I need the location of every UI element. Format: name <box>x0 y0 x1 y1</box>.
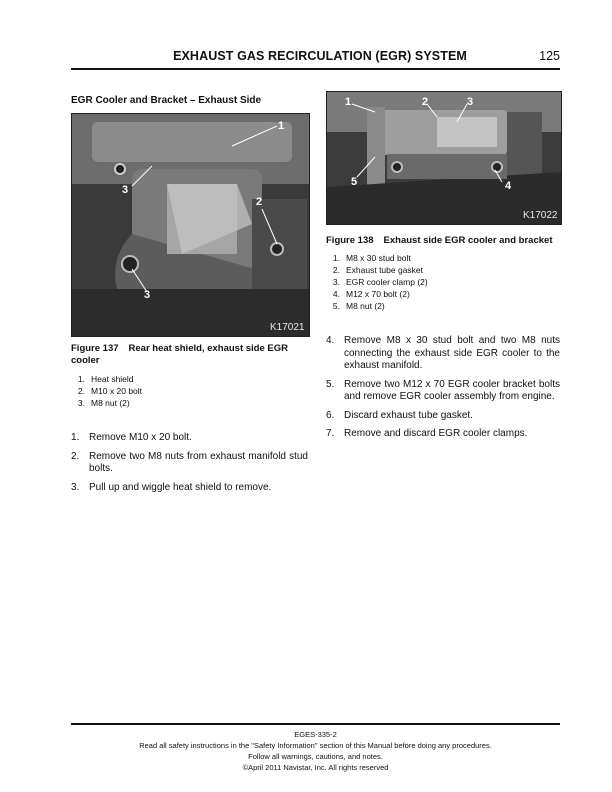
callout-3b: 3 <box>144 289 151 301</box>
callout-3: 3 <box>122 184 129 196</box>
list-item: 2. M10 x 20 bolt <box>77 386 143 396</box>
egr-cooler-bracket-illustration <box>327 92 561 224</box>
figure-image-id: K17022 <box>523 210 558 221</box>
figure-image-id: K17021 <box>270 322 305 333</box>
callout-1: 1 <box>278 120 285 132</box>
procedure-step: 2. Remove two M8 nuts from exhaust manifold stud bolts. <box>71 450 308 474</box>
engine-heat-shield-illustration <box>72 114 309 336</box>
page-footer <box>71 729 560 773</box>
procedure-steps-left <box>71 432 308 500</box>
procedure-step: 5. Remove two M12 x 70 EGR cooler bracket bolts and remove EGR cooler assembly from engine. <box>326 378 560 402</box>
procedure-steps-right <box>326 335 560 447</box>
footer-doc-id: EGES-335-2 <box>294 730 337 739</box>
figure-138-caption <box>326 235 560 247</box>
list-item: 2. Exhaust tube gasket <box>332 265 424 275</box>
callout-2: 2 <box>256 196 263 208</box>
list-item: 3. EGR cooler clamp (2) <box>332 277 428 287</box>
callout-1: 1 <box>345 96 352 108</box>
list-item: 1. M8 x 30 stud bolt <box>332 253 411 263</box>
callout-2: 2 <box>422 96 429 108</box>
figure-138-photo <box>326 91 562 225</box>
footer-warnings-line: Follow all warnings, cautions, and notes. <box>248 752 383 761</box>
procedure-step: 3. Pull up and wiggle heat shield to remove. <box>71 481 272 493</box>
figure-137-caption <box>71 343 308 367</box>
footer-safety-line: Read all safety instructions in the "Safety Information" section of this Manual before doing any procedures. <box>139 741 492 750</box>
figure-137-photo <box>71 113 310 337</box>
section-heading: EGR Cooler and Bracket – Exhaust Side <box>71 95 262 106</box>
list-item: 5. M8 nut (2) <box>332 301 385 311</box>
footer-copyright: ©April 2011 Navistar, Inc. All rights reserved <box>242 763 389 772</box>
figure-138-caption-text: Exhaust side EGR cooler and bracket <box>383 235 553 246</box>
callout-4: 4 <box>505 180 512 192</box>
procedure-step: 4. Remove M8 x 30 stud bolt and two M8 nuts connecting the exhaust side EGR cooler to the exhaust manifold. <box>326 335 560 371</box>
header-divider <box>71 68 560 70</box>
page-number: 125 <box>539 49 560 63</box>
figure-137-legend <box>71 373 142 409</box>
procedure-step: 1. Remove M10 x 20 bolt. <box>71 432 192 443</box>
callout-3: 3 <box>467 96 474 108</box>
figure-138-legend <box>326 252 428 312</box>
footer-divider <box>71 723 560 725</box>
procedure-step: 6. Discard exhaust tube gasket. <box>326 409 473 421</box>
procedure-step: 7. Remove and discard EGR cooler clamps. <box>326 428 528 439</box>
list-item: 3. M8 nut (2) <box>77 398 130 408</box>
list-item: 1. Heat shield <box>77 374 134 384</box>
figure-137-caption-text: Rear heat shield, exhaust side EGR cooler <box>71 343 288 366</box>
list-item: 4. M12 x 70 bolt (2) <box>332 289 410 299</box>
callout-5: 5 <box>351 176 358 188</box>
figure-137-number: Figure 137 <box>71 343 119 354</box>
figure-138-number: Figure 138 <box>326 235 374 246</box>
page-header-title: EXHAUST GAS RECIRCULATION (EGR) SYSTEM <box>173 49 467 63</box>
